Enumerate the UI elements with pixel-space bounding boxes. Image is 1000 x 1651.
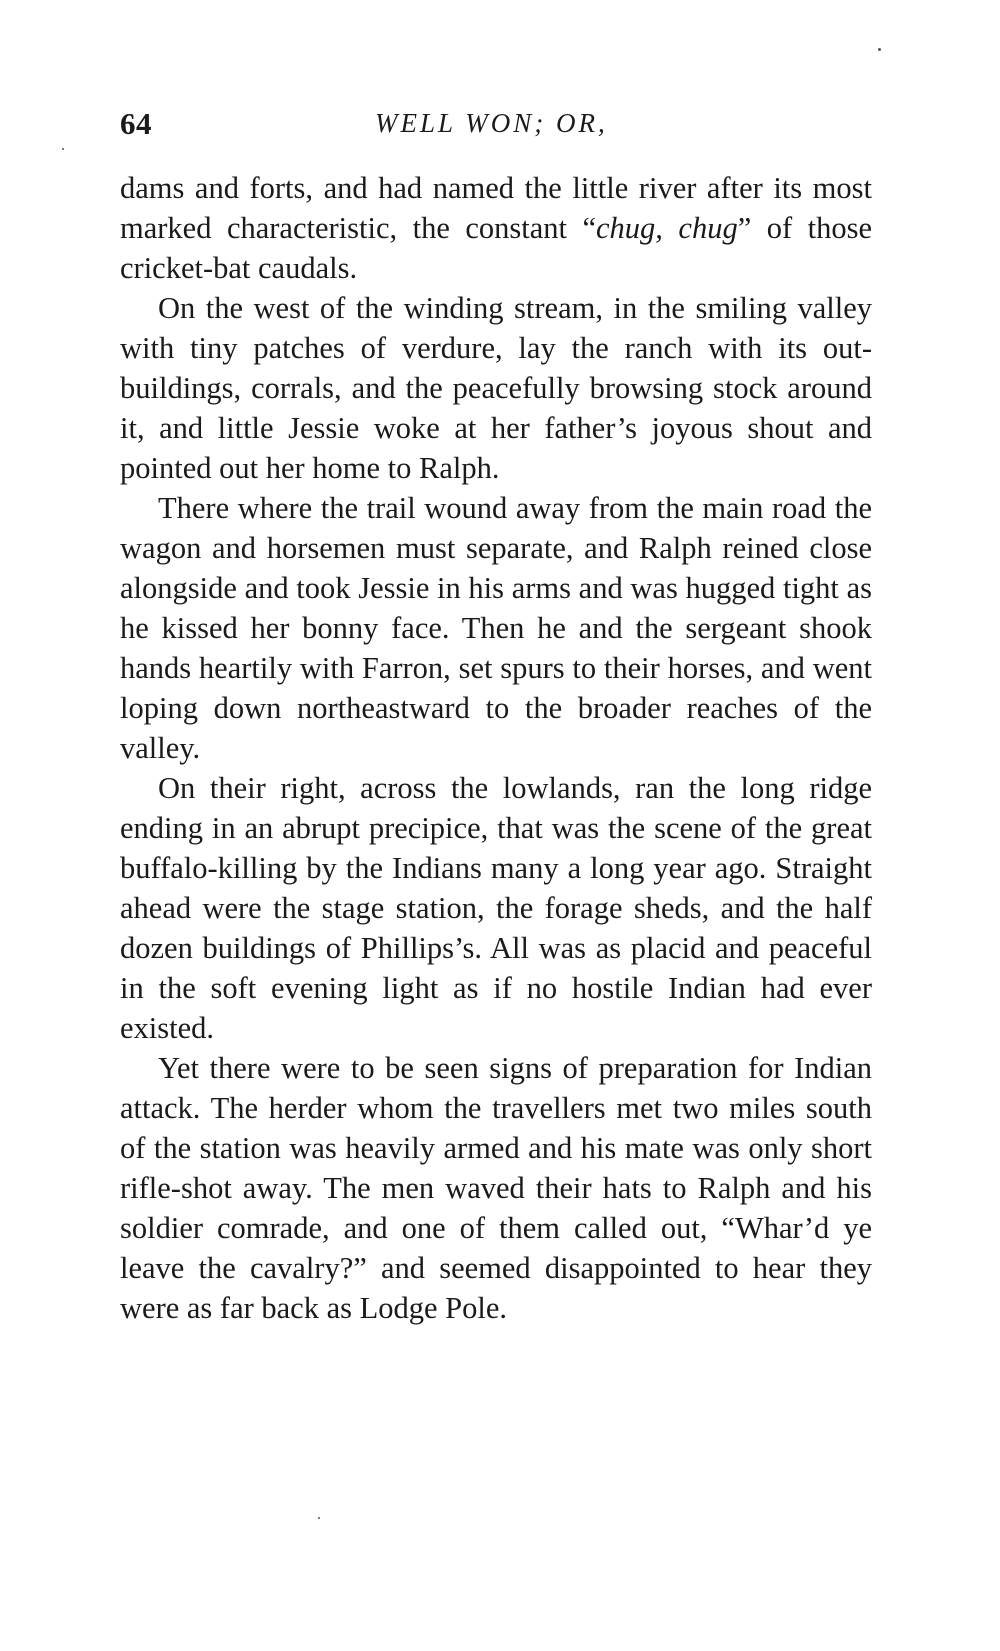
page-number: 64: [120, 106, 152, 141]
paper-speck: [318, 1517, 320, 1519]
text-segment: There where the trail wound away from the main road the wagon and horsemen must separate, and Ralph reined close alongside and took Jessie in his arms and was hugged tight as he kissed her bonny face. Then he and the sergeant shook hands heartily with Farron, set spurs to their horses, and went loping down northeastward to the broader reaches of the valley.: [120, 491, 872, 765]
text-segment: On the west of the winding stream, in the smiling valley with tiny patches of verdure, lay the ranch with its out-buildings, corrals, and the peacefully browsing stock around it, and little Jessie woke at her father’s joyous shout and pointed out her home to Ralph.: [120, 291, 872, 485]
paragraph: [120, 1048, 872, 1328]
paragraph: [120, 288, 872, 488]
text-segment: On their right, across the lowlands, ran the long ridge ending in an abrupt precipice, that was the scene of the great buffalo-killing by the Indians many a long year ago. Straight ahead were the stage station, the forage sheds, and the half dozen buildings of Phillips’s. All was as placid and peaceful in the soft evening light as if no hostile Indian had ever existed.: [120, 771, 872, 1045]
italic-text-segment: chug, chug: [596, 211, 738, 245]
body-text: [120, 168, 872, 1328]
text-segment: dams and forts, and had named the little river after its most marked characteristic, the constant “: [120, 171, 872, 245]
paragraph: [120, 488, 872, 768]
paper-speck: [878, 48, 881, 51]
paragraph-continued: [120, 168, 872, 288]
paragraph: [120, 768, 872, 1048]
running-head: WELL WON; OR,: [375, 108, 608, 138]
text-segment: ” of those cricket-bat caudals.: [120, 211, 872, 285]
paper-speck: [62, 148, 64, 150]
page-header: [120, 106, 880, 146]
text-segment: Yet there were to be seen signs of preparation for Indian attack. The herder whom the travellers met two miles south of the station was heavily armed and his mate was only short rifle-shot away. The men waved their hats to Ralph and his soldier comrade, and one of them called out, “Whar’d ye leave the cavalry?” and seemed disappointed to hear they were as far back as Lodge Pole.: [120, 1051, 872, 1325]
